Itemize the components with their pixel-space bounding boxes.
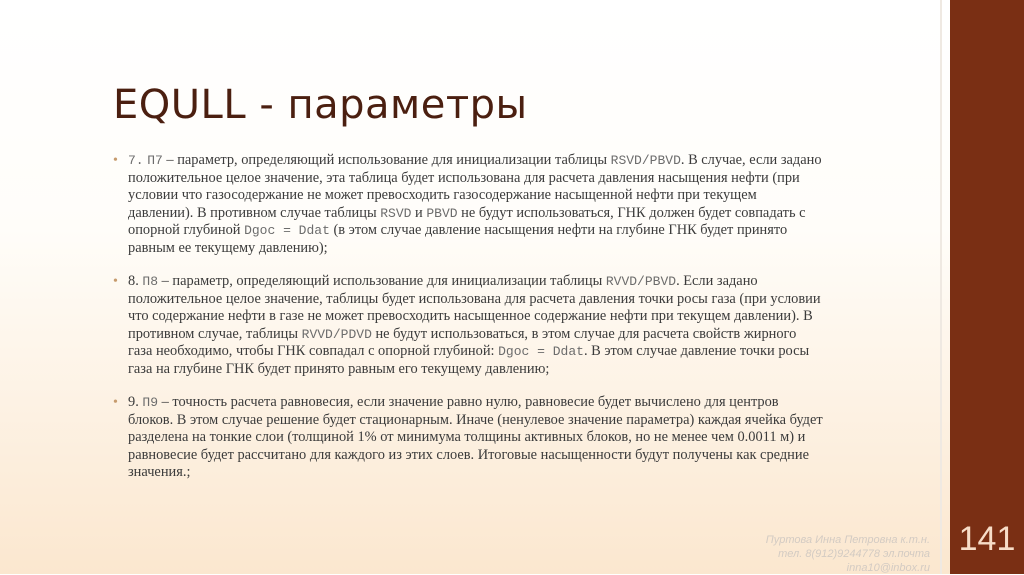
sidebar-bar [950, 0, 1024, 574]
footer-line: inna10@inbox.ru [846, 562, 930, 574]
text: . В этом случае давление точки росы газа на глубине ГНК будет принято равным его текущему давлению; [128, 343, 810, 377]
item-number: 7. [128, 153, 144, 168]
footer-author [700, 533, 930, 575]
param-code: П8 [142, 274, 159, 289]
bullet-icon: • [113, 395, 118, 410]
text: – параметр, определяющий использование для инициализации таблицы [162, 152, 611, 168]
code: Dgoc = Ddat [244, 223, 330, 238]
code: RSVD/PBVD [610, 153, 681, 168]
text: и [411, 204, 427, 221]
text: – параметр, определяющий использование для инициализации таблицы [158, 273, 606, 289]
footer-line: Пуртова Инна Петровна к.т.н. [765, 534, 930, 546]
item-number: 8. [128, 273, 139, 289]
footer-line: тел. 8(912)9244778 эл.почта [778, 548, 930, 560]
text: . В случае, если задано положительное целое значение, эта таблица будет использована для расчета давления насыщения нефти (при условии что газосодержание не может превосходить газосодержание насыщенной нефти при текущем давлении). В противном случае таблицы [128, 152, 822, 221]
item-number: 9. [128, 394, 139, 410]
text: не будут использоваться, ГНК должен будет совпадать с опорной глубиной [128, 204, 806, 238]
paragraph-p9 [113, 394, 823, 482]
paragraph-p7 [113, 152, 823, 257]
code: RVVD/PDVD [301, 326, 372, 342]
text: – точность расчета равновесия, если значение равно нулю, равновесие будет вычислено для центров блоков. В этом случае решение будет стационарным. Иначе (ненулевое значение параметра) каждая ячейка будет разделена на тонкие слои (толщиной 1% от минимума толщины активных блоков, но не менее чем 0.0011 м) и равновесие будет рассчитано для каждого из этих слоев. Итоговые насыщенности будут получены как средние значения.; [128, 394, 823, 480]
code: Dgoc = Ddat [498, 344, 584, 359]
code: RVVD/PBVD [605, 274, 677, 289]
divider-line [940, 0, 942, 574]
code: PBVD [426, 205, 458, 221]
paragraph-p8 [113, 273, 823, 378]
code: RSVD [380, 205, 412, 221]
bullet-icon: • [113, 274, 118, 289]
bullet-icon: • [113, 153, 118, 168]
text: (в этом случае давление насыщения нефти на глубине ГНК будет принято равным ее текущему давлению); [128, 222, 788, 256]
text: . Если задано положительное целое значение, таблицы будет использована для расчета давления точки росы газа (при условии что содержание нефти в газе не может превосходить насыщенное содержание нефти при текущем давлении). В противном случае, таблицы [128, 273, 821, 342]
text: не будут использоваться, в этом случае для расчета свойств жирного газа необходимо, чтобы ГНК совпадал с опорной глубиной: [128, 325, 797, 359]
slide-content [113, 152, 823, 498]
param-code: П7 [147, 153, 163, 168]
page-number: 141 [958, 520, 1016, 558]
slide-title: EQULL - параметры [113, 82, 528, 128]
param-code: П9 [142, 395, 159, 410]
